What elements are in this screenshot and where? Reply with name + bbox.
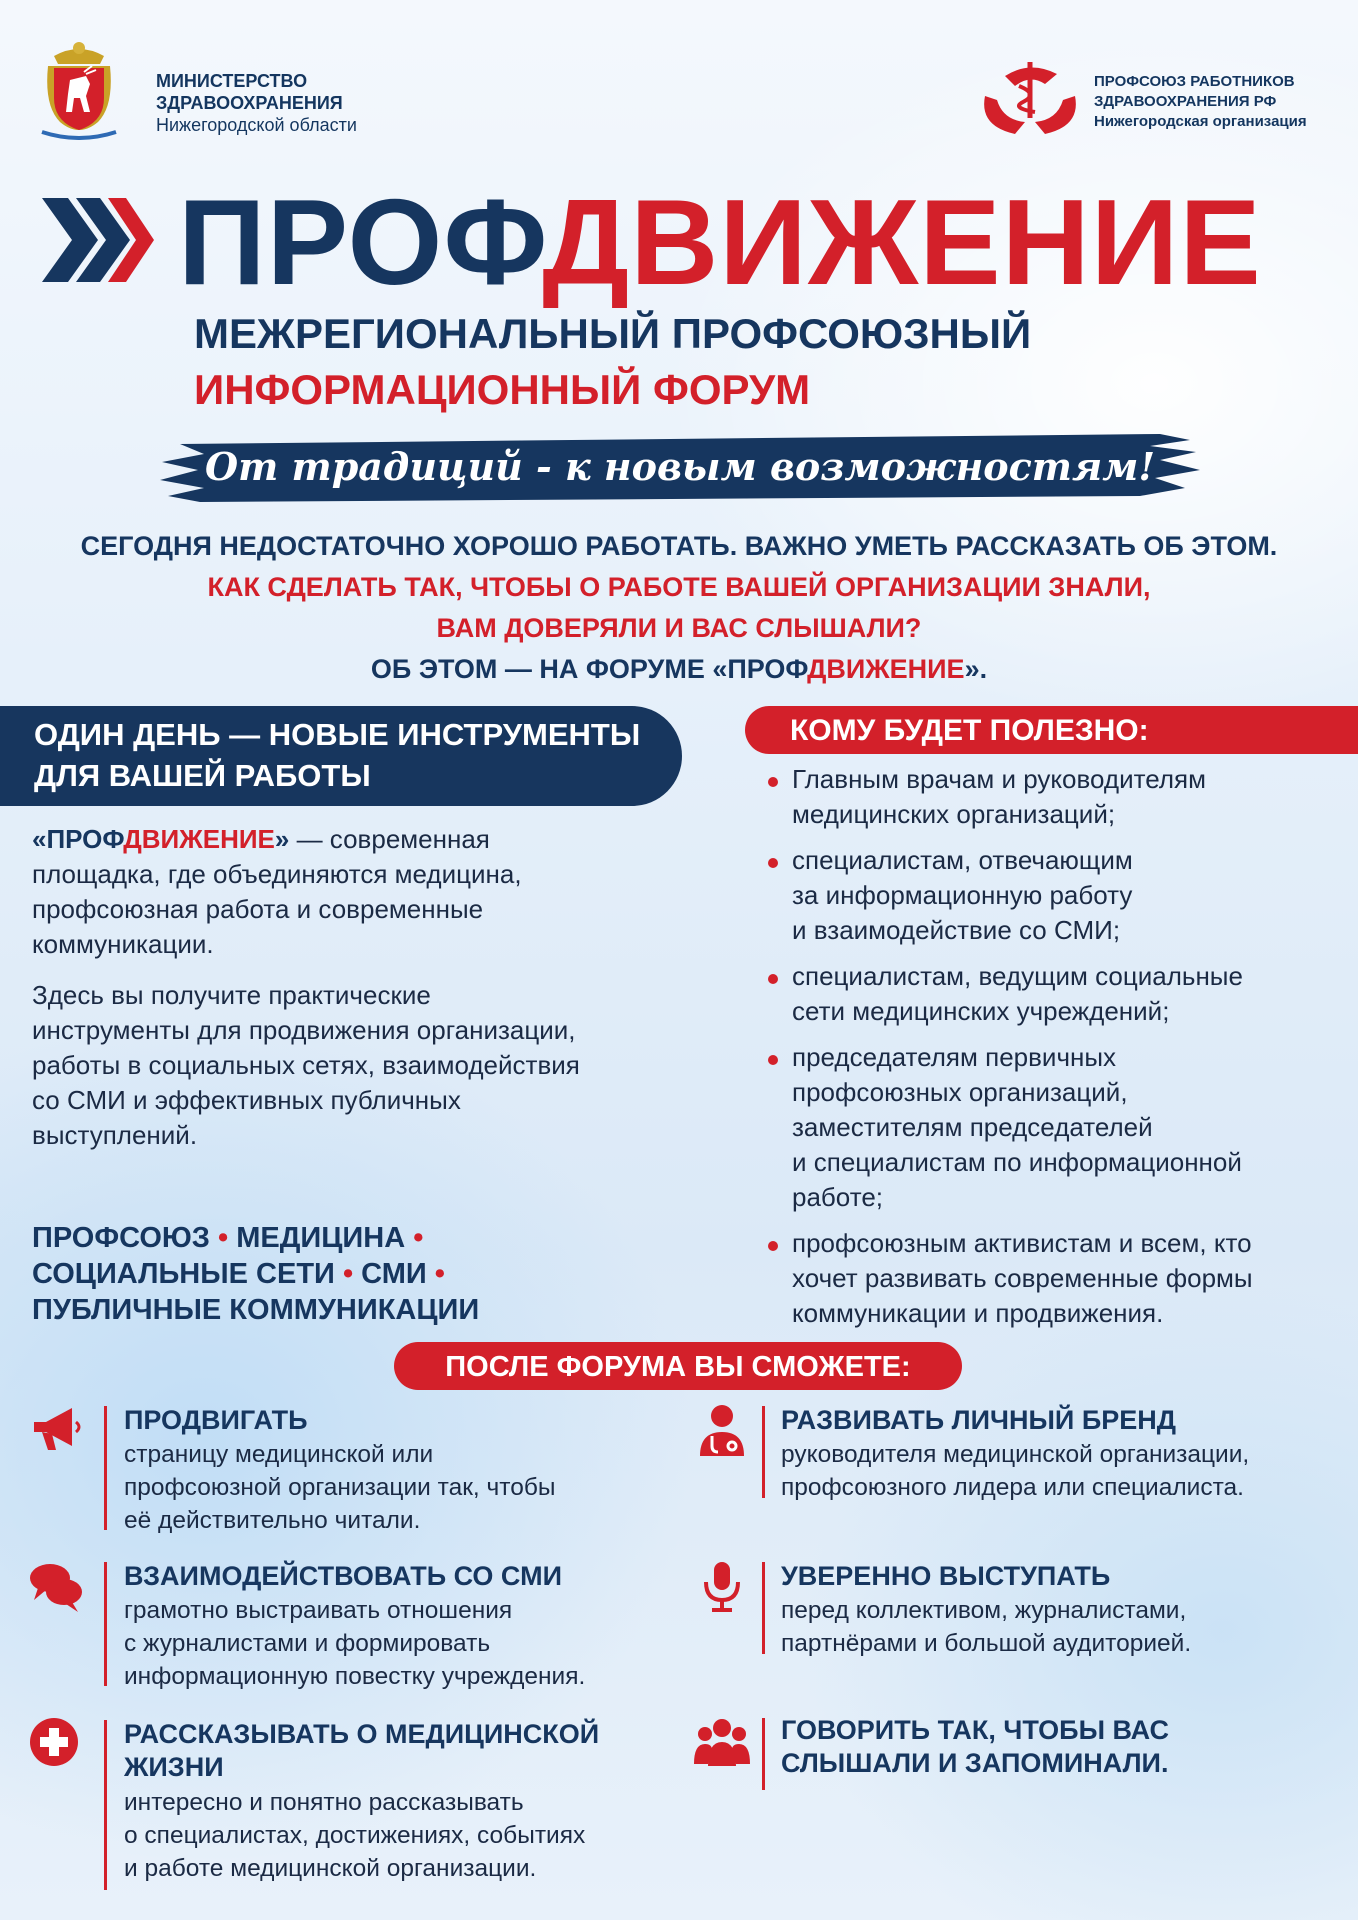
tag-union: ПРОФСОЮЗ [32,1222,210,1254]
right-heading: КОМУ БУДЕТ ПОЛЕЗНО: [790,714,1149,747]
list-line: медицинских организаций; [792,799,1116,829]
list-item [768,1226,1338,1331]
list-line: коммуникации и продвижения. [792,1298,1164,1328]
left-heading-line1: ОДИН ДЕНЬ — НОВЫЕ ИНСТРУМЕНТЫ [34,717,641,752]
p1-line1: — современная [289,824,490,854]
slogan: От традиций - к новым возможностям! [204,444,1156,489]
list-line: и взаимодействие со СМИ; [792,915,1121,945]
chat-bubbles-icon [28,1558,84,1614]
list-line: заместителям председателей [792,1112,1153,1142]
intro-block [40,526,1318,690]
tag-separator: • [434,1258,445,1290]
p1-line2: площадка, где объединяются медицина, [32,859,522,889]
feature-desc-line: информационную повестку учреждения. [124,1663,586,1690]
left-heading-line2: ДЛЯ ВАШЕЙ РАБОТЫ [34,758,371,793]
feature-desc-line: её действительно читали. [124,1507,421,1534]
bullet-dot [768,1055,778,1065]
ministry-line2: ЗДРАВООХРАНЕНИЯ [156,93,343,113]
feature-divider [104,1562,107,1686]
feature-title: ЖИЗНИ [124,1752,224,1782]
brand-close: » [274,824,290,854]
union-name [1094,72,1307,132]
megaphone-icon [28,1400,84,1456]
feature-desc-line: перед коллективом, журналистами, [781,1597,1187,1624]
p2-line3: работы в социальных сетях, взаимодействия [32,1050,580,1080]
p2-line1: Здесь вы получите практические [32,980,431,1010]
feature-title: ГОВОРИТЬ ТАК, ЧТОБЫ ВАС [781,1715,1169,1745]
feature-desc-line: профсоюзного лидера или специалиста. [781,1474,1244,1501]
bullet-dot [768,777,778,787]
subtitle-line1: МЕЖРЕГИОНАЛЬНЫЙ ПРОФСОЮЗНЫЙ [194,310,1032,357]
list-line: сети медицинских учреждений; [792,996,1170,1026]
feature-desc-line: о специалистах, достижениях, событиях [124,1822,586,1849]
feature-desc-line: страницу медицинской или [124,1441,434,1468]
feature-desc-line: грамотно выстраивать отношения [124,1597,513,1624]
feature-desc-line: партнёрами и большой аудиторией. [781,1630,1192,1657]
feature-desc-line: и работе медицинской организации. [124,1855,537,1882]
tag-public: ПУБЛИЧНЫЕ КОММУНИКАЦИИ [32,1294,480,1326]
tag-separator: • [413,1222,424,1254]
list-line: за информационную работу [792,880,1133,910]
after-forum-heading: ПОСЛЕ ФОРУМА ВЫ СМОЖЕТЕ: [445,1351,911,1383]
intro-line3: ВАМ ДОВЕРЯЛИ И ВАС СЛЫШАЛИ? [436,613,922,643]
union-line2: ЗДРАВООХРАНЕНИЯ РФ [1094,93,1277,110]
medical-cross-icon [28,1716,84,1772]
description-paragraph-2 [32,978,672,1153]
topic-tags [32,1220,479,1328]
feature-title: РАССКАЗЫВАТЬ О МЕДИЦИНСКОЙ [124,1719,600,1749]
list-line: профсоюзным активистам и всем, кто [792,1228,1252,1258]
intro-line4-c: ». [964,654,988,684]
tag-medicine: МЕДИЦИНА [236,1222,406,1254]
bullet-dot [768,974,778,984]
doctor-icon [694,1402,750,1458]
bullet-dot [768,858,778,868]
list-line: работе; [792,1182,883,1212]
list-line: и специалистам по информационной [792,1147,1242,1177]
people-group-icon [694,1714,750,1770]
feature-title: РАЗВИВАТЬ ЛИЧНЫЙ БРЕНД [781,1405,1176,1435]
ministry-line3: Нижегородской области [156,115,357,135]
feature-desc-line: интересно и понятно рассказывать [124,1789,524,1816]
list-item [768,959,1338,1029]
ministry-name [156,70,357,136]
intro-line4-a: ОБ ЭТОМ — НА ФОРУМЕ «ПРОФ [370,654,808,684]
p1-line3: профсоюзная работа и современные [32,894,484,924]
subtitle-line2: ИНФОРМАЦИОННЫЙ ФОРУМ [194,366,811,413]
tag-social: СОЦИАЛЬНЫЕ СЕТИ [32,1258,335,1290]
feature-title: ВЗАИМОДЕЙСТВОВАТЬ СО СМИ [124,1561,562,1591]
p2-line2: инструменты для продвижения организации, [32,1015,576,1045]
p2-line4: со СМИ и эффективных публичных [32,1085,461,1115]
intro-line1: СЕГОДНЯ НЕДОСТАТОЧНО ХОРОШО РАБОТАТЬ. ВАЖНО УМЕТЬ РАССКАЗАТЬ ОБ ЭТОМ. [80,531,1278,561]
audience-list [768,762,1338,1342]
list-line: хочет развивать современные формы [792,1263,1253,1293]
nizhny-novgorod-crest-icon [40,36,118,140]
feature-desc-line: профсоюзной организации так, чтобы [124,1474,556,1501]
feature-title: ПРОДВИГАТЬ [124,1405,308,1435]
ministry-line1: МИНИСТЕРСТВО [156,71,308,91]
bullet-dot [768,1241,778,1251]
left-heading [34,714,640,796]
feature-title: УВЕРЕННО ВЫСТУПАТЬ [781,1561,1111,1591]
tag-media: СМИ [361,1258,427,1290]
intro-line2: КАК СДЕЛАТЬ ТАК, ЧТОБЫ О РАБОТЕ ВАШЕЙ ОРГАНИЗАЦИИ ЗНАЛИ, [207,572,1151,602]
title-part2: ДВИЖЕНИЕ [542,174,1262,310]
intro-line4 [40,649,1318,690]
feature-divider [104,1406,107,1530]
union-line1: ПРОФСОЮЗ РАБОТНИКОВ [1094,73,1295,90]
page-title [178,172,1262,312]
list-item [768,1040,1338,1215]
title-part1: ПРОФ [178,174,543,310]
p2-line5: выступлений. [32,1120,198,1150]
union-logo-icon [975,56,1085,138]
list-line: Главным врачам и руководителям [792,764,1206,794]
feature-divider [762,1562,765,1654]
list-line: специалистам, отвечающим [792,845,1133,875]
intro-line4-b: ДВИЖЕНИЕ [807,654,965,684]
tag-separator: • [342,1258,354,1290]
feature-desc-line: руководителя медицинской организации, [781,1441,1250,1468]
description-paragraph-1 [32,822,672,962]
list-line: специалистам, ведущим социальные [792,961,1243,991]
feature-divider [762,1718,765,1790]
list-line: председателям первичных [792,1042,1117,1072]
feature-title: СЛЫШАЛИ И ЗАПОМИНАЛИ. [781,1748,1169,1778]
p1-line4: коммуникации. [32,929,214,959]
brand-red: ДВИЖЕНИЕ [123,824,275,854]
union-line3: Нижегородская организация [1094,113,1307,130]
list-item [768,843,1338,948]
tag-separator: • [218,1222,229,1254]
feature-divider [762,1406,765,1498]
feature-desc-line: с журналистами и формировать [124,1630,491,1657]
microphone-icon [694,1558,750,1614]
chevrons-icon [42,198,154,282]
brand-open: «ПРОФ [32,824,124,854]
list-item [768,762,1338,832]
feature-divider [104,1720,107,1890]
list-line: профсоюзных организаций, [792,1077,1128,1107]
